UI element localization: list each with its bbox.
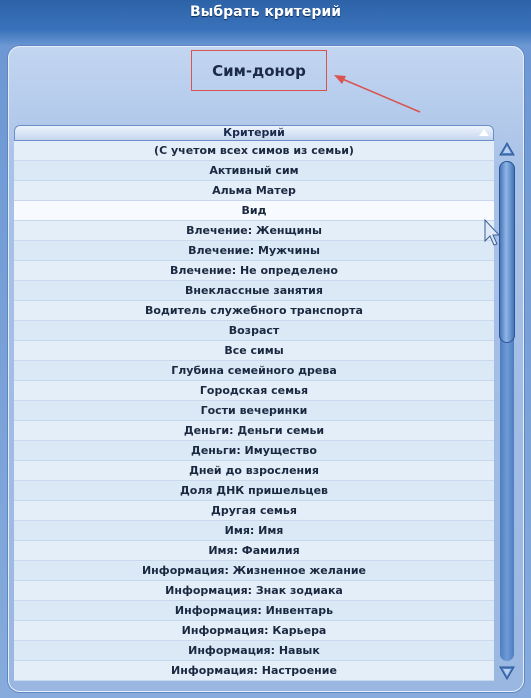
scroll-up-arrow-icon[interactable] [498,141,516,157]
list-item[interactable]: Информация: Жизненное желание [14,561,494,581]
list-item[interactable]: Гости вечеринки [14,401,494,421]
window-title: Выбрать критерий [190,4,341,20]
list-item[interactable]: Информация: Настроение [14,661,494,681]
list-item[interactable]: Возраст [14,321,494,341]
list-item[interactable]: Имя: Фамилия [14,541,494,561]
list-item-selected[interactable]: Вид [14,201,494,221]
scrollbar-thumb[interactable] [499,161,515,343]
sort-up-icon[interactable] [479,129,489,136]
list-item[interactable]: Влечение: Женщины [14,221,494,241]
list-item[interactable]: Глубина семейного древа [14,361,494,381]
list-item[interactable]: Информация: Знак зодиака [14,581,494,601]
list-item[interactable]: (С учетом всех симов из семьи) [14,141,494,161]
list-item[interactable]: Доля ДНК пришельцев [14,481,494,501]
mouse-pointer-icon [484,219,500,247]
list-item[interactable]: Городская семья [14,381,494,401]
list-item[interactable]: Информация: Навык [14,641,494,661]
list-item[interactable]: Все симы [14,341,494,361]
list-item[interactable]: Информация: Карьера [14,621,494,641]
red-arrow-icon [330,72,425,117]
list-item[interactable]: Альма Матер [14,181,494,201]
scroll-down-arrow-icon[interactable] [498,665,516,681]
list-item[interactable]: Влечение: Мужчины [14,241,494,261]
list-item[interactable]: Внеклассные занятия [14,281,494,301]
list-item[interactable]: Дней до взросления [14,461,494,481]
criteria-list [14,141,494,681]
column-header-criterion[interactable] [14,125,494,141]
list-item[interactable]: Влечение: Не определено [14,261,494,281]
list-item[interactable]: Деньги: Имущество [14,441,494,461]
list-item[interactable]: Водитель служебного транспорта [14,301,494,321]
list-item[interactable]: Активный сим [14,161,494,181]
list-item[interactable]: Деньги: Деньги семьи [14,421,494,441]
list-item[interactable]: Информация: Инвентарь [14,601,494,621]
selected-criterion-label: Сим-донор [191,50,327,91]
column-header-label: Критерий [223,126,285,139]
list-item[interactable]: Имя: Имя [14,521,494,541]
list-item[interactable]: Другая семья [14,501,494,521]
